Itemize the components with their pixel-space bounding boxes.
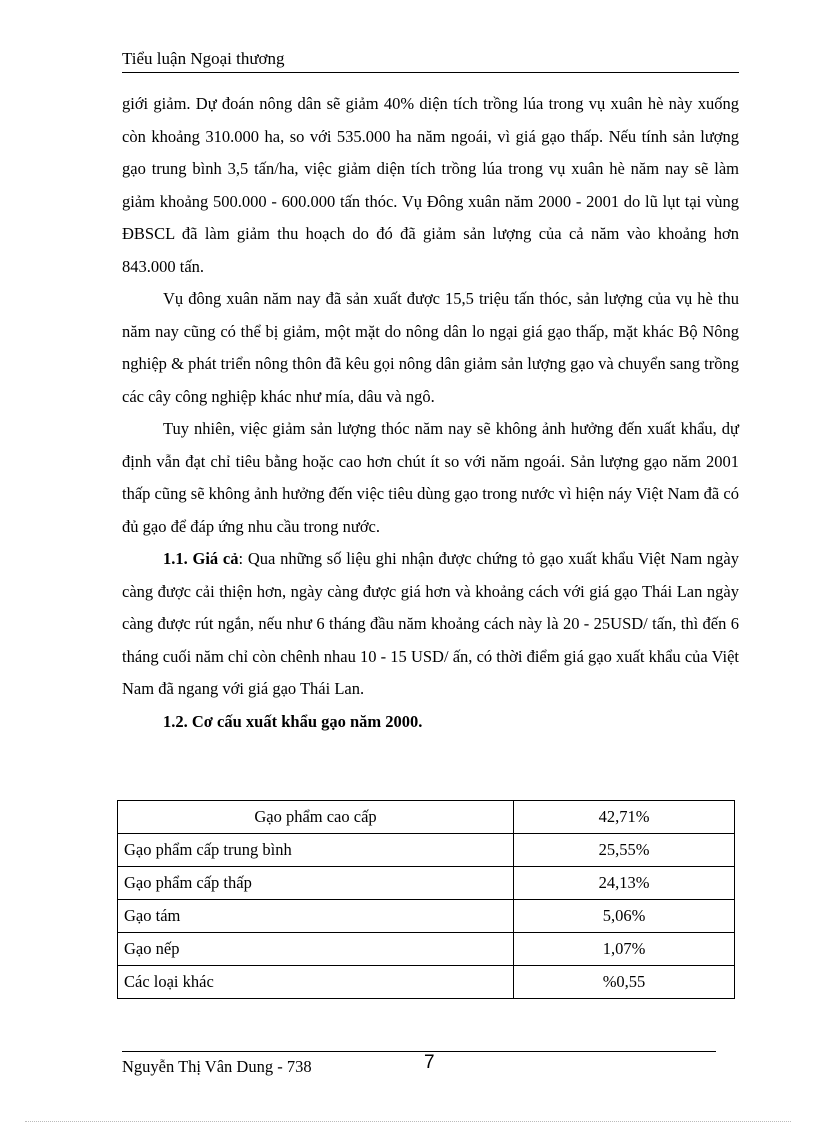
table-row [118,966,735,999]
table-row [118,801,735,834]
table-cell-category: Gạo phẩm cấp trung bình [118,834,514,867]
table-row [118,900,735,933]
table-cell-category: Gạo nếp [118,933,514,966]
table-title: 1.2. Cơ cấu xuất khẩu gạo năm 2000. [163,711,423,731]
document-body [122,88,739,738]
footer-divider [122,1051,716,1052]
table-row [118,933,735,966]
page-bottom-edge [25,1121,791,1122]
table-cell-share: 24,13% [514,867,735,900]
table-cell-category: Gạo tám [118,900,514,933]
document-title: Tiểu luận Ngoại thương [122,49,285,68]
table-cell-share: 42,71% [514,801,735,834]
section-price-text: : Qua những số liệu ghi nhận được chứng tỏ gạo xuất khẩu Việt Nam ngày càng được cải thiện hơn, ngày càng được giá hơn và khoảng cách với giá gạo Thái Lan ngày càng được rút ngắn, nếu như 6 tháng đầu năm khoảng cách này là 20 - 25USD/ tấn, thì đến 6 tháng cuối năm chỉ còn chênh nhau 10 - 15 USD/ ấn, có thời điểm giá gạo xuất khẩu của Việt Nam đã ngang với giá gạo Thái Lan. [122,549,739,698]
table-row [118,867,735,900]
section-price-paragraph [122,543,739,706]
table-cell-share: 25,55% [514,834,735,867]
paragraph: Vụ đông xuân năm nay đã sản xuất được 15,5 triệu tấn thóc, sản lượng của vụ hè thu năm nay cũng có thể bị giảm, một mặt do nông dân lo ngại giá gạo thấp, mặt khác Bộ Nông nghiệp & phát triển nông thôn đã kêu gọi nông dân giảm sản lượng gạo và chuyển sang trồng các cây công nghiệp khác như mía, dâu và ngô. [122,289,739,406]
footer-author: Nguyễn Thị Vân Dung - 738 [122,1057,312,1076]
paragraph: giới giảm. Dự đoán nông dân sẽ giảm 40% diện tích trồng lúa trong vụ xuân hè này xuống còn khoảng 310.000 ha, so với 535.000 ha năm ngoái, vì giá gạo thấp. Nếu tính sản lượng gạo trung bình 3,5 tấn/ha, việc giảm diện tích trồng lúa trong vụ xuân hè năm nay sẽ làm giảm khoảng 500.000 - 600.000 tấn thóc. Vụ Đông xuân năm 2000 - 2001 do lũ lụt tại vùng ĐBSCL đã làm giảm thu hoạch do đó đã giảm sản lượng của cả năm vào khoảng hơn 843.000 tấn. [122,94,739,276]
section-heading-price: 1.1. Giá cả [163,549,239,568]
paragraph: Tuy nhiên, việc giảm sản lượng thóc năm nay sẽ không ảnh hưởng đến xuất khẩu, dự định vẫn đạt chỉ tiêu bằng hoặc cao hơn chút ít so với năm ngoái. Sản lượng gạo năm 2001 thấp cũng sẽ không ảnh hưởng đến việc tiêu dùng gạo trong nước vì hiện náy Việt Nam đã có đủ gạo để đáp ứng nhu cầu trong nước. [122,419,739,536]
table-cell-share: 5,06% [514,900,735,933]
table-cell-category: Gạo phẩm cao cấp [118,801,514,834]
rice-export-structure-table [117,800,735,999]
table-cell-category: Các loại khác [118,966,514,999]
table-row [118,834,735,867]
page-number: 7 [424,1052,435,1073]
table-cell-share: 1,07% [514,933,735,966]
page-header [122,48,739,73]
table-cell-share: %0,55 [514,966,735,999]
table-cell-category: Gạo phẩm cấp thấp [118,867,514,900]
